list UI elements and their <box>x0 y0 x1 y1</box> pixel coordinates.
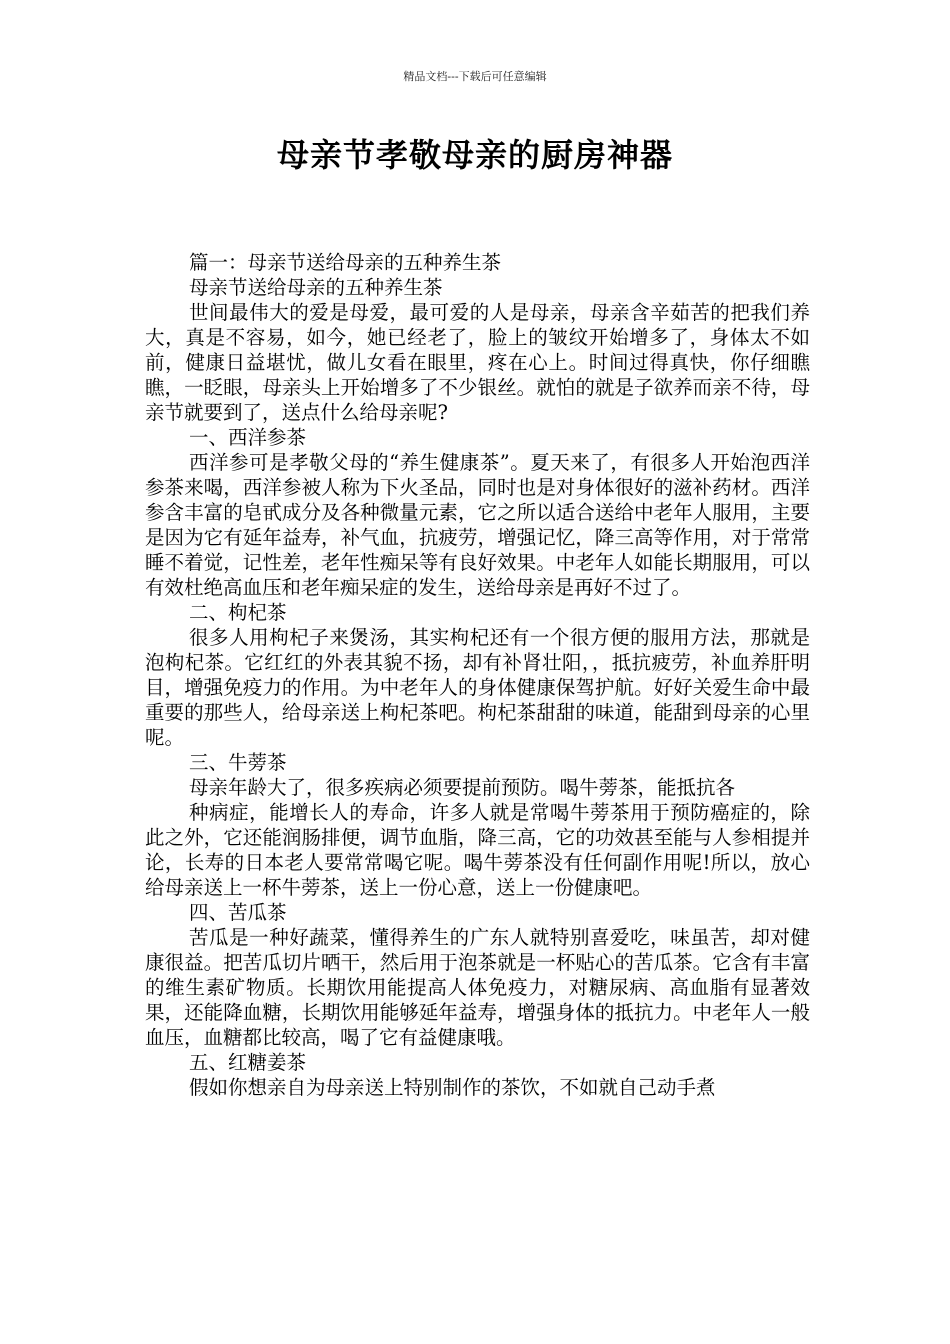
paragraph: 世间最伟大的爱是母爱，最可爱的人是母亲，母亲含辛茹苦的把我们养大，真是不容易，如今，她已经老了，脸上的皱纹开始增多了，身体太不如前，健康日益堪忧，做儿女看在眼里，疼在心上。时间过得真快，你仔细瞧瞧，一眨眼，母亲头上开始增多了不少银丝。就怕的就是子欲养而亲不待，母亲节就要到了，送点什么给母亲呢? <box>145 301 810 424</box>
paragraph: 很多人用枸杞子来煲汤，其实枸杞还有一个很方便的服用方法，那就是泡枸杞茶。它红红的外表其貌不扬，却有补肾壮阳，，抵抗疲劳，补血养肝明目，增强免疫力的作用。为中老年人的身体健康保驾护航。好好关爱生命中最重要的那些人，给母亲送上枸杞茶吧。枸杞茶甜甜的味道，能甜到母亲的心里呢。 <box>145 626 810 749</box>
paragraph: 苦瓜是一种好蔬菜，懂得养生的广东人就特别喜爱吃，味虽苦，却对健康很益。把苦瓜切片晒干，然后用于泡茶就是一杯贴心的苦瓜茶。它含有丰富的维生素矿物质。长期饮用能提高人体免疫力，对糖尿病、高血脂有显著效果，还能降血糖，长期饮用能够延年益寿，增强身体的抵抗力。中老年人一般血压，血糖都比较高，喝了它有益健康哦。 <box>145 926 810 1049</box>
section-heading: 四、苦瓜茶 <box>189 901 287 924</box>
paragraph: 假如你想亲自为母亲送上特别制作的茶饮，不如就自己动手煮 <box>189 1076 716 1099</box>
paragraph: 母亲年龄大了，很多疾病必须要提前预防。喝牛蒡茶，能抵抗各 <box>189 776 736 799</box>
document-body <box>145 250 810 1100</box>
page-header: 精品文档---下载后可任意编辑 <box>403 70 547 83</box>
paragraph: 西洋参可是孝敬父母的“养生健康茶”。夏天来了，有很多人开始泡西洋参茶来喝，西洋参被人称为下火圣品，同时也是对身体很好的滋补药材。西洋参含丰富的皂甙成分及各种微量元素，它之所以适合送给中老年人服用，主要是因为它有延年益寿，补气血，抗疲劳，增强记忆，降三高等作用，对于常常睡不着觉，记性差，老年性痴呆等有良好效果。中老年人如能长期服用，可以有效杜绝高血压和老年痴呆症的发生，送给母亲是再好不过了。 <box>145 451 810 599</box>
section-heading: 五、红糖姜茶 <box>189 1051 307 1074</box>
section-heading: 一、西洋参茶 <box>189 426 307 449</box>
paragraph: 种病症，能增长人的寿命，许多人就是常喝牛蒡茶用于预防癌症的，除此之外，它还能润肠排便，调节血脂，降三高，它的功效甚至能与人参相提并论，长寿的日本老人要常常喝它呢。喝牛蒡茶没有任何副作用呢!所以，放心给母亲送上一杯牛蒡茶，送上一份心意，送上一份健康吧。 <box>145 801 810 899</box>
document-title: 母亲节孝敬母亲的厨房神器 <box>276 136 673 174</box>
section-heading: 三、牛蒡茶 <box>189 751 287 774</box>
paragraph: 母亲节送给母亲的五种养生茶 <box>189 276 443 299</box>
section-heading: 二、枸杞茶 <box>189 601 287 624</box>
paragraph: 篇一：母亲节送给母亲的五种养生茶 <box>189 251 502 274</box>
